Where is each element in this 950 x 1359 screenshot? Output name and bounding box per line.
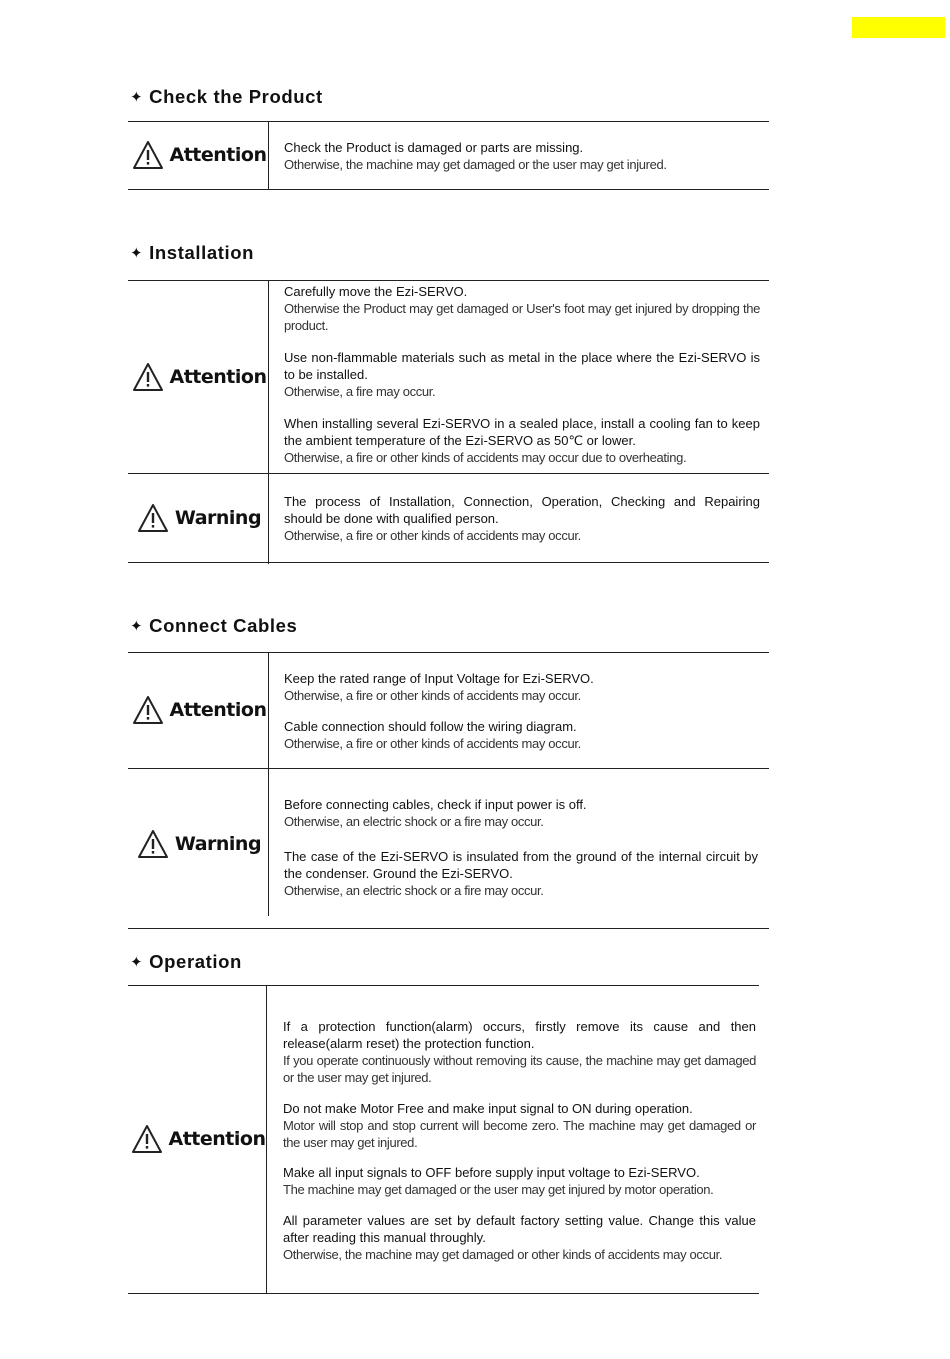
section-title-check-product: ✦ Check the Product	[130, 86, 323, 107]
message-paragraph	[284, 796, 760, 830]
bullet-icon: ✦	[130, 245, 144, 262]
message-line: When installing several Ezi-SERVO in a sealed place, install a cooling fan to keep the ambient temperature of the Ezi-SERVO as 50℃ or lower.	[284, 416, 760, 448]
message-line: Do not make Motor Free and make input signal to ON during operation.	[283, 1101, 693, 1116]
section-title-connect-cables: ✦ Connect Cables	[130, 615, 298, 636]
section-title-operation: ✦ Operation	[130, 951, 242, 972]
attention-label: Attention	[130, 652, 268, 768]
message-line: The process of Installation, Connection, Operation, Checking and Repairing should be done with qualified person.	[284, 494, 760, 526]
message-line: Keep the rated range of Input Voltage for Ezi-SERVO.	[284, 671, 594, 686]
table-divider	[268, 652, 269, 916]
table-divider	[268, 280, 269, 564]
message-cell	[284, 139, 762, 173]
message-line: Otherwise, a fire may occur.	[284, 384, 436, 399]
message-paragraph	[284, 139, 762, 173]
message-cell	[284, 493, 760, 544]
message-paragraph	[283, 1164, 756, 1198]
message-cell	[283, 1100, 756, 1151]
message-line: Carefully move the Ezi-SERVO.	[284, 284, 468, 299]
message-line: Otherwise, a fire or other kinds of accidents may occur.	[284, 528, 581, 543]
message-cell	[284, 415, 760, 466]
message-line: If you operate continuously without removing its cause, the machine may get damaged or the user may get injured.	[283, 1053, 756, 1085]
message-line: Otherwise, the machine may get damaged or the user may get injured.	[284, 157, 667, 172]
message-cell	[284, 283, 760, 334]
message-line: Otherwise, a fire or other kinds of accidents may occur.	[284, 688, 581, 703]
message-line: Otherwise, the machine may get damaged or other kinds of accidents may occur.	[283, 1247, 723, 1262]
message-cell	[284, 796, 760, 830]
warning-triangle-icon	[131, 1124, 163, 1154]
warning-triangle-icon	[132, 362, 164, 392]
message-cell	[284, 848, 758, 899]
section-title-installation: ✦ Installation	[130, 242, 255, 263]
message-paragraph	[284, 283, 760, 334]
attention-label: Attention	[130, 121, 268, 189]
message-line: Before connecting cables, check if input power is off.	[284, 797, 587, 812]
message-line: All parameter values are set by default factory setting value. Change this value after reading this manual throughly.	[283, 1213, 756, 1245]
message-line: The machine may get damaged or the user may get injured by motor operation.	[283, 1182, 714, 1197]
table-rule	[128, 1293, 759, 1294]
attention-label: Attention	[130, 280, 268, 473]
table-rule	[128, 562, 769, 563]
bullet-icon: ✦	[130, 618, 144, 635]
message-line: Otherwise, a fire or other kinds of accidents may occur due to overheating.	[284, 450, 687, 465]
table-divider	[268, 121, 269, 190]
warning-triangle-icon	[132, 140, 164, 170]
message-line: Otherwise, a fire or other kinds of accidents may occur.	[284, 736, 581, 751]
message-line: The case of the Ezi-SERVO is insulated from the ground of the internal circuit by the condenser. Ground the Ezi-SERVO.	[284, 849, 758, 881]
message-cell	[283, 1018, 756, 1086]
table-divider	[266, 985, 267, 1293]
message-line: If a protection function(alarm) occurs, firstly remove its cause and then release(alarm reset) the protection function.	[283, 1019, 756, 1051]
message-paragraph	[283, 1212, 756, 1263]
warning-triangle-icon	[137, 829, 169, 859]
table-rule	[128, 189, 769, 190]
table-rule	[128, 928, 769, 929]
message-paragraph	[284, 415, 760, 466]
message-paragraph	[284, 349, 760, 400]
message-paragraph	[284, 670, 760, 704]
message-line: Make all input signals to OFF before supply input voltage to Ezi-SERVO.	[283, 1165, 700, 1180]
message-line: Otherwise, an electric shock or a fire may occur.	[284, 814, 544, 829]
message-paragraph	[284, 493, 760, 544]
warning-triangle-icon	[137, 503, 169, 533]
warning-triangle-icon	[132, 695, 164, 725]
message-cell	[283, 1164, 756, 1198]
message-line: Check the Product is damaged or parts are missing.	[284, 140, 584, 155]
warning-label: Warning	[130, 474, 268, 562]
attention-label: Attention	[130, 985, 266, 1293]
message-line: Otherwise the Product may get damaged or User's foot may get injured by dropping the product.	[284, 301, 760, 333]
message-cell	[284, 718, 760, 752]
bullet-icon: ✦	[130, 89, 144, 106]
message-cell	[284, 349, 760, 400]
message-paragraph	[284, 848, 758, 899]
message-cell	[283, 1212, 756, 1263]
message-line: Otherwise, an electric shock or a fire may occur.	[284, 883, 544, 898]
message-paragraph	[284, 718, 760, 752]
message-line: Motor will stop and stop current will become zero. The machine may get damaged or the user may get injured.	[283, 1118, 756, 1150]
bullet-icon: ✦	[130, 954, 144, 971]
message-line: Use non-flammable materials such as metal in the place where the Ezi-SERVO is to be installed.	[284, 350, 760, 382]
corner-tab	[852, 17, 945, 38]
message-cell	[284, 670, 760, 704]
message-line: Cable connection should follow the wiring diagram.	[284, 719, 577, 734]
warning-label: Warning	[130, 769, 268, 919]
message-paragraph	[283, 1100, 756, 1151]
message-paragraph	[283, 1018, 756, 1086]
